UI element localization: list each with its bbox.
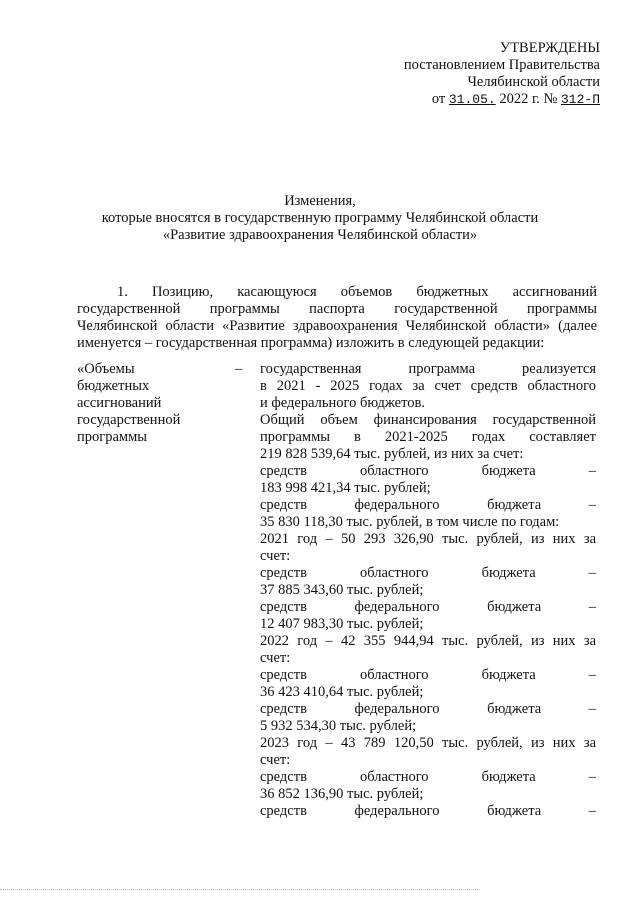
right-cell-line: 183 998 421,34 тыс. рублей;	[260, 480, 431, 496]
left-cell-line: программы	[77, 429, 147, 445]
right-cell-line: средств федерального бюджета –	[260, 803, 596, 819]
right-cell-line: в 2021 - 2025 годах за счет средств областного	[260, 378, 596, 394]
approval-number: 312-П	[560, 92, 600, 107]
title-line-2: которые вносятся в государственную программу Челябинской области	[101, 210, 539, 226]
left-cell-line: «Объемы	[77, 361, 135, 377]
right-cell-line: Общий объем финансирования государственной	[260, 412, 596, 428]
right-cell-line: средств областного бюджета –	[260, 667, 596, 683]
approval-year: 2022 г. №	[499, 91, 558, 107]
right-cell-line: средств федерального бюджета –	[260, 701, 596, 717]
right-cell-line: и федерального бюджетов.	[260, 395, 425, 411]
right-cell-line: средств федерального бюджета –	[260, 599, 596, 615]
right-cell-line: 2022 год – 42 355 944,94 тыс. рублей, из них за	[260, 633, 596, 649]
left-cell-line: ассигнований	[77, 395, 162, 411]
intro-paragraph	[77, 284, 597, 352]
right-cell-line: 12 407 983,30 тыс. рублей;	[260, 616, 424, 632]
approval-block	[360, 40, 600, 108]
right-cell-line: 35 830 118,30 тыс. рублей, в том числе по годам:	[260, 514, 560, 530]
right-cell-line: средств федерального бюджета –	[260, 497, 596, 513]
paragraph-line: именуется – государственная программа) изложить в следующей редакции:	[77, 335, 545, 351]
approval-date-line	[360, 91, 600, 108]
right-cell-line: средств областного бюджета –	[260, 565, 596, 581]
right-cell-line: программы в 2021-2025 годах составляет	[260, 429, 596, 445]
paragraph-line: 1. Позицию, касающуюся объемов бюджетных ассигнований	[117, 284, 597, 300]
table-right-cell	[260, 361, 596, 820]
paragraph-line: Челябинской области «Развитие здравоохранения Челябинской области» (далее	[77, 318, 597, 334]
left-cell-line: государственной	[77, 412, 181, 428]
right-cell-line: счет:	[260, 650, 291, 666]
title-line-3: «Развитие здравоохранения Челябинской области»	[162, 227, 478, 243]
right-cell-line: государственная программа реализуется	[260, 361, 596, 377]
right-cell-line: 2023 год – 43 789 120,50 тыс. рублей, из них за	[260, 735, 596, 751]
right-cell-line: счет:	[260, 752, 291, 768]
right-cell-line: 219 828 539,64 тыс. рублей, из них за счет:	[260, 446, 524, 462]
left-cell-dash: –	[235, 361, 243, 377]
footer-divider	[0, 889, 480, 890]
approval-line-1: постановлением Правительства	[403, 57, 600, 73]
approval-line-2: Челябинской области	[467, 74, 600, 90]
table-left-cell	[77, 361, 252, 446]
left-cell-line: бюджетных	[77, 378, 150, 394]
right-cell-line: 5 932 534,30 тыс. рублей;	[260, 718, 417, 734]
right-cell-line: 36 423 410,64 тыс. рублей;	[260, 684, 424, 700]
right-cell-line: средств областного бюджета –	[260, 463, 596, 479]
right-cell-line: 36 852 136,90 тыс. рублей;	[260, 786, 424, 802]
paragraph-line: государственной программы паспорта государственной программы	[77, 301, 597, 317]
right-cell-line: счет:	[260, 548, 291, 564]
right-cell-line: средств областного бюджета –	[260, 769, 596, 785]
approval-title: УТВЕРЖДЕНЫ	[499, 40, 600, 56]
right-cell-line: 37 885 343,60 тыс. рублей;	[260, 582, 424, 598]
approval-date: 31.05.	[448, 92, 496, 107]
document-title	[70, 193, 570, 244]
title-line-1: Изменения,	[284, 193, 356, 209]
approval-from: от	[431, 91, 446, 107]
right-cell-line: 2021 год – 50 293 326,90 тыс. рублей, из них за	[260, 531, 596, 547]
